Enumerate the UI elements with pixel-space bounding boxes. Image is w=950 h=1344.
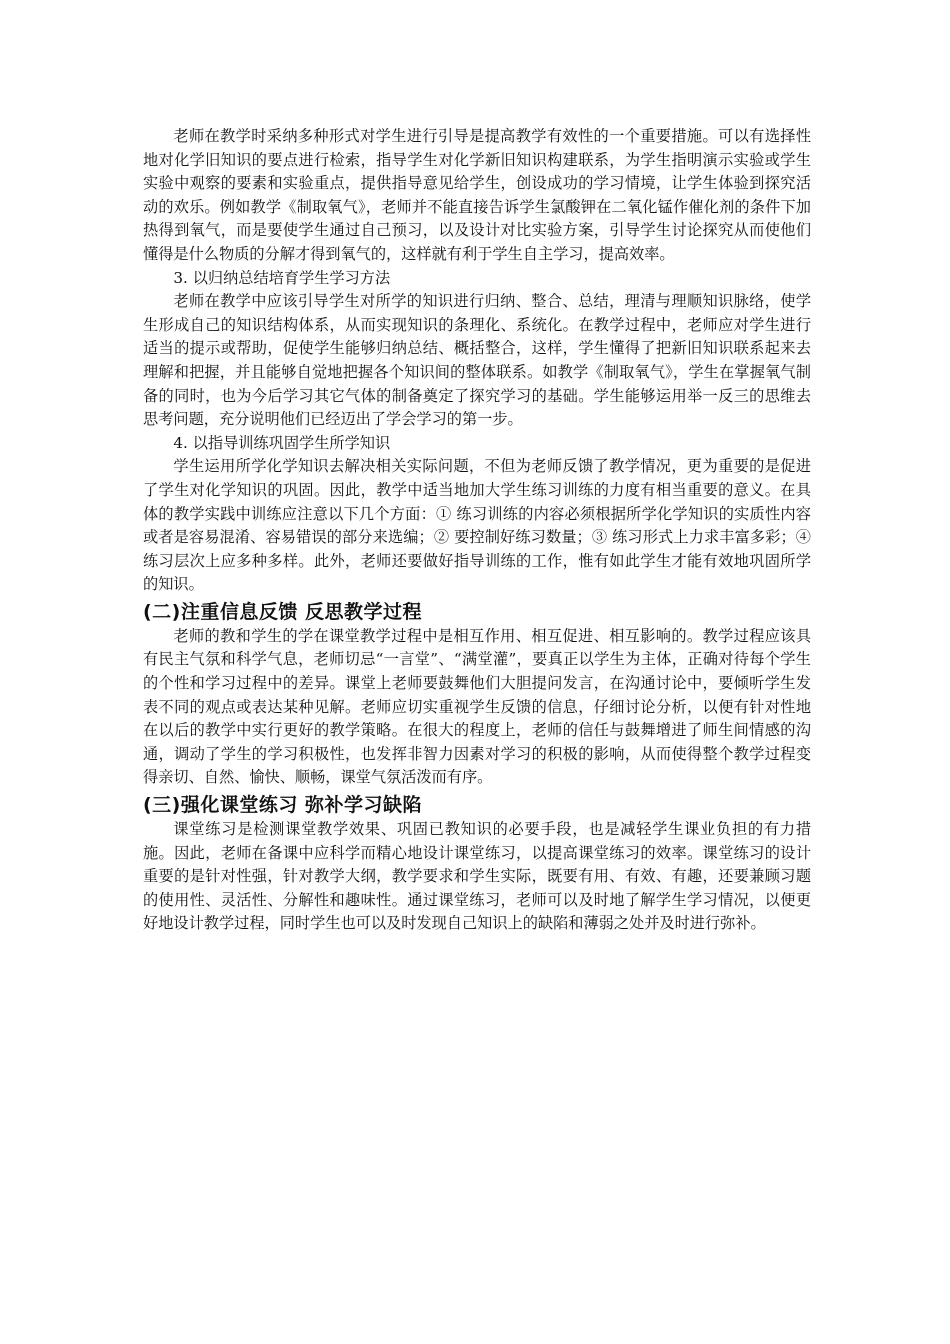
item-4-title: 4. 以指导训练巩固学生所学知识 (173, 433, 391, 452)
section-3-heading: (三)强化课堂练习 弥补学习缺陷 (143, 794, 422, 817)
paragraph-classroom-practice: 课堂练习是检测课堂教学效果、巩固已教知识的必要手段，也是减轻学生课业负担的有力措施。因此，老师在备课中应科学而精心地设计课堂练习，以提高课堂练习的效率。课堂练习的设计重要的是针对性强，针对教学大纲，教学要求和学生实际，既要有用、有效、有趣，还要兼顾习题的使用性、灵活性、分解性和趣味性。通过课堂练习，老师可以及时地了解学生学习情况，以便更好地设计教学过程，同时学生也可以及时发现自己知识上的缺陷和薄弱之处并及时进行弥补。 (143, 820, 811, 933)
paragraph-training: 学生运用所学化学知识去解决相关实际问题，不但为老师反馈了教学情况，更为重要的是促进了学生对化学知识的巩固。因此，教学中适当地加大学生练习训练的力度有相当重要的意义。在具体的教学实践中训练应注意以下几个方面：① 练习训练的内容必须根据所学化学知识的实质性内容或者是容易混淆、容易错误的部分来选编；② 要控制好练习数量；③ 练习形式上力求丰富多彩；④ 练习层次上应多种多样。此外，老师还要做好指导训练的工作，惟有如此学生才能有效地巩固所学的知识。 (143, 457, 811, 594)
section-2-heading: (二)注重信息反馈 反思教学过程 (143, 600, 422, 623)
paragraph-summary-method: 老师在教学中应该引导学生对所学的知识进行归纳、整合、总结，理清与理顺知识脉络，使学生形成自己的知识结构体系，从而实现知识的条理化、系统化。在教学过程中，老师应对学生进行适当的提示或帮助，促使学生能够归纳总结、概括整合，这样，学生懂得了把新旧知识联系起来去理解和把握，并且能够自觉地把握各个知识间的整体联系。如教学《制取氧气》，学生在掌握氧气制备的同时，也为今后学习其它气体的制备奠定了探究学习的基础。学生能够运用举一反三的思维去思考问题，充分说明他们已经迈出了学会学习的第一步。 (143, 292, 811, 429)
paragraph-guidance: 老师在教学时采纳多种形式对学生进行引导是提高教学有效性的一个重要措施。可以有选择性地对化学旧知识的要点进行检索，指导学生对化学新旧知识构建联系，为学生指明演示实验或学生实验中观察的要素和实验重点，提供指导意见给学生，创设成功的学习情境，让学生体验到探究活动的欢乐。例如教学《制取氧气》，老师并不能直接告诉学生氯酸钾在二氧化锰作催化剂的条件下加热得到氧气，而是要使学生通过自己预习，以及设计对比实验方案，引导学生讨论探究从而使他们懂得是什么物质的分解才得到氧气的，这样就有利于学生自主学习，提高效率。 (143, 127, 811, 263)
document-body (143, 125, 811, 936)
item-3-title: 3. 以归纳总结培育学生学习方法 (173, 268, 391, 287)
paragraph-feedback: 老师的教和学生的学在课堂教学过程中是相互作用、相互促进、相互影响的。教学过程应该具有民主气氛和科学气息，老师切忌“一言堂”、“满堂灌”，要真正以学生为主体，正确对待每个学生的个性和学习过程中的差异。课堂上老师要鼓舞他们大胆提问发言，在沟通讨论中，要倾听学生发表不同的观点或表达某种见解。老师应切实重视学生反馈的信息，仔细讨论分析，以便有针对性地在以后的教学中实行更好的教学策略。在很大的程度上，老师的信任与鼓舞增进了师生间情感的沟通，调动了学生的学习积极性，也发挥非智力因素对学习的积极的影响，从而使得整个教学过程变得亲切、自然、愉快、顺畅，课堂气氛活泼而有序。 (143, 626, 811, 787)
